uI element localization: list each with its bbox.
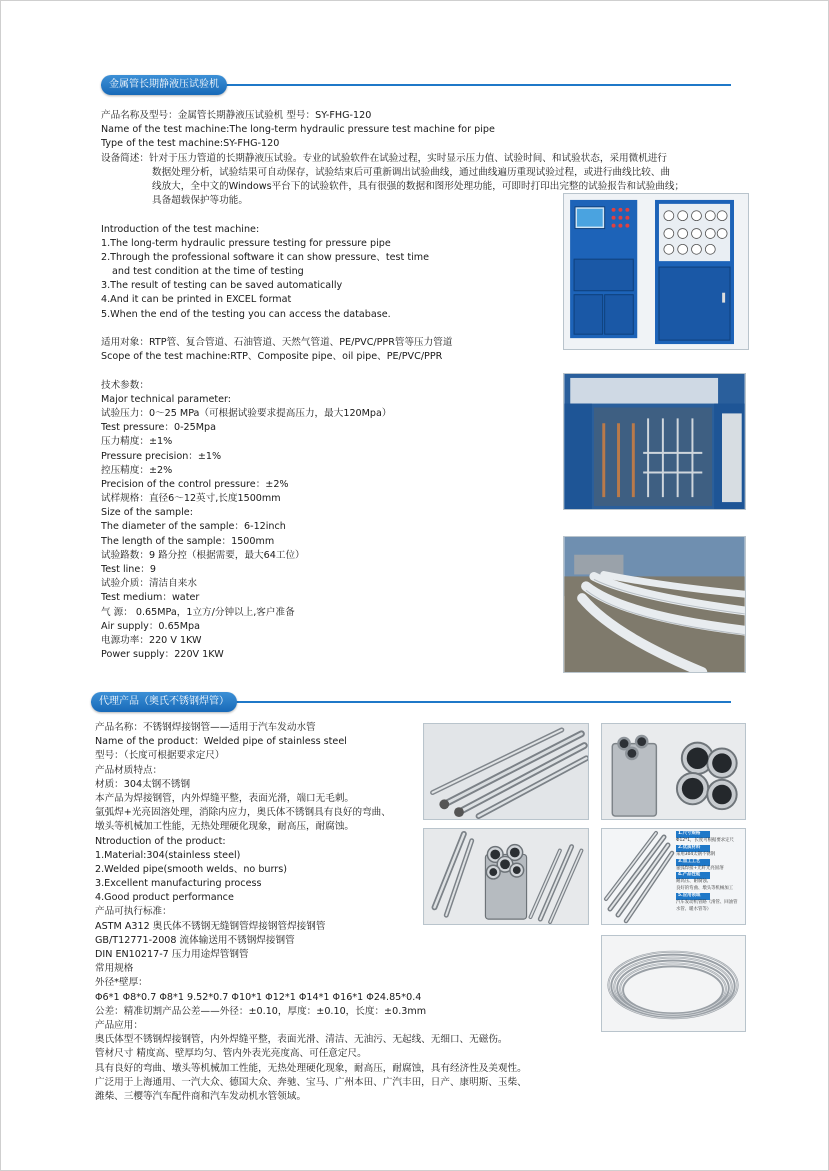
text-line: 产品名称：不锈钢焊接钢管——适用于汽车发动水管 [95, 722, 316, 733]
section2-title: 代理产品（奥氏不锈钢焊管） [91, 692, 237, 712]
text-line: 产品应用： [95, 1019, 143, 1031]
machine-interior-photo [563, 373, 746, 510]
text-line: Name of the product：Welded pipe of stainless steel [95, 736, 347, 748]
pipeline-photo [563, 536, 746, 673]
text-line: GB/T12771-2008 流体输送用不锈钢焊接钢管 [95, 934, 295, 946]
text-line: 产品名称及型号：金属管长期静液压试验机 型号：SY-FHG-120 [101, 110, 372, 121]
text-line: 材质：304太钢不锈钢 [95, 778, 191, 790]
text-line: 具备超载保护等功能。 [152, 195, 248, 207]
text-line: 线放大，全中文的Windows平台下的试验软件，具有很强的数据和图形处理功能，可即时打印出完整的试验报告和试验曲线； [152, 180, 685, 192]
text-line: 产品材质特点： [95, 764, 163, 776]
text-line: 1.Material:304(stainless steel) [95, 849, 241, 861]
text-line: and test condition at the time of testing [112, 266, 304, 278]
text-line: 常用规格 [95, 963, 134, 975]
text-line: 管材尺寸 精度高、壁厚均匀、管内外表光亮度高、可任意定尺。 [95, 1048, 367, 1060]
text-line: Power supply：220V 1KW [101, 649, 224, 661]
text-line: 公差：精准切割产品公差——外径：±0.10，厚度：±0.10，长度：±0.3mm [95, 1005, 427, 1017]
section1-header [101, 75, 731, 95]
text-line: Pressure precision：±1% [101, 450, 222, 462]
text-line: 氩弧焊+光亮固溶处理，消除内应力，奥氏体不锈钢具有良好的弯曲、 [95, 807, 391, 819]
spec-card-heading: 5.应用领域 [676, 893, 710, 900]
text-line: Air supply：0.65Mpa [101, 620, 201, 632]
text-line: Name of the test machine:The long-term hydraulic pressure test machine for pipe [101, 124, 495, 136]
text-line: ASTM A312 奥氏体不锈钢无缝钢管焊接钢管焊接钢管 [95, 920, 326, 932]
text-line: Scope of the test machine:RTP、Composite pipe、oil pipe、PE/PVC/PPR [101, 351, 443, 363]
spec-card-text: 良好的弯曲、墩头等机械加工 [676, 886, 734, 892]
text-line: 试验路数：9 路分控（根据需要，最大64工位） [101, 549, 305, 561]
spec-card-text: 耐高压、耐腐蚀、 [676, 879, 712, 885]
text-line: 试验压力：0～25 MPa（可根据试验要求提高压力，最大120Mpa） [101, 407, 392, 419]
text-line: Precision of the control pressure：±2% [101, 478, 289, 490]
text-line: 外径*壁厚： [95, 977, 148, 989]
text-line: Size of the sample: [101, 507, 193, 519]
section1-title: 金属管长期静液压试验机 [101, 75, 227, 95]
text-line: 数据处理分析，试验结果可自动保存，试验结束后可重新调出试验曲线，通过曲线遍历重现试验过程，或进行曲线比较、曲 [152, 166, 671, 178]
text-line: 试样规格：直径6～12英寸,长度1500mm [101, 493, 281, 505]
text-line: 奥氏体型不锈钢焊接钢管，内外焊缝平整，表面光滑、清洁、无油污、无起线、无细口、无磁伤。 [95, 1034, 508, 1046]
text-line: 试验介质：清洁自来水 [101, 578, 197, 590]
text-line: 型号：（长度可根据要求定尺） [95, 750, 225, 762]
text-line: 本产品为焊接钢管，内外焊缝平整，表面光滑，端口无毛刺。 [95, 792, 355, 804]
spec-card-heading: 4.产品性能 [676, 872, 710, 879]
spec-card-list [676, 831, 746, 914]
text-line: 3.The result of testing can be saved automatically [101, 280, 343, 292]
spec-card-text: Φ12*1，长度可根据要求定尺 [676, 837, 734, 843]
text-line: Introduction of the test machine: [101, 223, 260, 235]
section2-header [91, 692, 731, 712]
text-line: The length of the sample：1500mm [101, 535, 275, 547]
text-line: 2.Welded pipe(smooth welds、no burrs) [95, 863, 287, 875]
spec-card-heading: 1.尺寸规格 [676, 831, 710, 838]
stainless-tubes-photo [423, 828, 589, 925]
text-line: Type of the test machine:SY-FHG-120 [101, 138, 280, 150]
text-line: Ntroduction of the product: [95, 835, 226, 847]
text-line: 设备简述：针对于压力管道的长期静液压试验。专业的试验软件在试验过程，实时显示压力值、试验时间、和试验状态，采用微机进行 [101, 152, 668, 164]
spec-card-heading: 3.加工工艺 [676, 859, 710, 866]
text-line: 墩头等机械加工性能，无热处理硬化现象，耐高压，耐腐蚀。 [95, 821, 355, 833]
tube-bundle-photo [601, 723, 746, 820]
text-line: 5.When the end of the testing you can access the database. [101, 308, 391, 320]
text-line: Major technical parameter: [101, 393, 232, 405]
text-line: DIN EN10217-7 压力用途焊管钢管 [95, 949, 249, 960]
text-line: 4.And it can be printed in EXCEL format [101, 294, 292, 306]
text-line: Test line：9 [101, 564, 156, 575]
text-line: 广泛用于上海通用、一汽大众、德国大众、奔驰、宝马、广州本田、广汽丰田，日产、康明斯、玉柴、 [95, 1076, 527, 1088]
text-line: 4.Good product performance [95, 892, 234, 904]
spec-card-text: 水管、暖水管等） [676, 906, 712, 912]
spec-card-text: 汽车发动机管路（滑管、回油管 [676, 900, 738, 906]
text-line: 电源功率：220 V 1KW [101, 634, 202, 646]
text-line: 适用对象：RTP管、复合管道、石油管道、天然气管道、PE/PVC/PPR管等压力管道 [101, 337, 453, 348]
text-line: 控压精度：±2% [101, 464, 173, 476]
text-line: 气 源： 0.65MPa，1立方/分钟以上,客户准备 [101, 606, 295, 618]
text-line: 技术参数： [101, 379, 149, 391]
text-line: 2.Through the professional software it can show pressure、test time [101, 251, 430, 263]
text-line: 产品可执行标准： [95, 906, 172, 918]
steel-tubes-photo [423, 723, 589, 820]
text-line: Φ6*1 Φ8*0.7 Φ8*1 9.52*0.7 Φ10*1 Φ12*1 Φ14*1 Φ16*1 Φ24.85*0.4 [95, 991, 422, 1003]
text-line: 潍柴、三樱等汽车配件商和汽车发动机水管领域。 [95, 1090, 307, 1102]
spec-card-heading: 2.优质材料 [676, 845, 710, 852]
text-line: 3.Excellent manufacturing process [95, 878, 262, 890]
spec-card-text: 氩弧焊接+光纤光亮固溶 [676, 865, 724, 871]
text-line: 压力精度：±1% [101, 436, 173, 448]
text-line: The diameter of the sample：6-12inch [101, 521, 286, 533]
coiled-tube-photo [601, 935, 746, 1032]
text-line: Test pressure：0-25Mpa [101, 422, 216, 434]
product-spec-card [601, 828, 746, 925]
text-line: 1.The long-term hydraulic pressure testing for pressure pipe [101, 237, 391, 249]
text-line: 具有良好的弯曲、墩头等机械加工性能，无热处理硬化现象，耐高压，耐腐蚀，具有经济性及美观性。 [95, 1062, 527, 1074]
text-line: Test medium：water [101, 592, 200, 604]
test-machine-photo [563, 193, 749, 350]
spec-card-text: 采用304太钢不锈钢 [676, 851, 716, 857]
